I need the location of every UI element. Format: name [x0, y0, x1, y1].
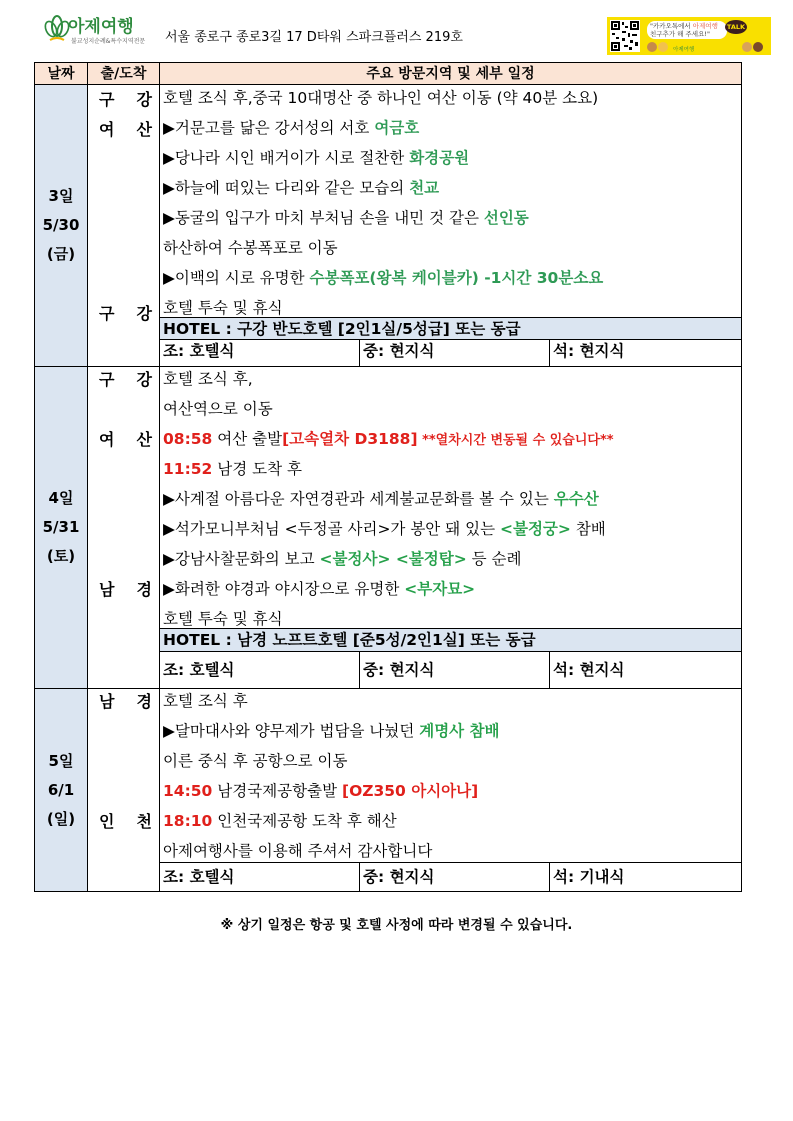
city-label: 여 산 — [99, 120, 152, 139]
kakao-brand: 아제여행 — [673, 47, 695, 53]
header-departure: 출/도착 — [87, 62, 160, 85]
day-date-cell — [34, 366, 88, 689]
itinerary-line: 18:10 인천국제공항 도착 후 해산 — [163, 812, 397, 830]
day-number: 4일 — [48, 489, 74, 507]
itinerary-line: 여산역으로 이동 — [163, 400, 273, 418]
itinerary-line: 하산하여 수봉폭포로 이동 — [163, 239, 338, 257]
kakao-talk-icon: TALK — [725, 20, 747, 34]
itinerary-line: 이른 중식 후 공항으로 이동 — [163, 752, 348, 770]
day-number: 3일 — [48, 187, 74, 205]
itinerary-line: ▶화려한 야경과 야시장으로 유명한 <부자묘> — [163, 580, 476, 598]
city-label: 구 강 — [99, 90, 152, 109]
kakao-text-1: "카카오톡에서 — [650, 22, 693, 30]
page-header — [0, 0, 793, 60]
kakao-banner[interactable] — [607, 17, 771, 55]
itinerary-line: ▶사계절 아름다운 자연경관과 세계불교문화를 볼 수 있는 우수산 — [163, 490, 599, 508]
itinerary-line: ▶강남사찰문화의 보고 <불정사> <불정탑> 등 순례 — [163, 550, 522, 568]
meal-dinner: 석: 현지식 — [549, 339, 742, 367]
kakao-text-2: 친구추가 해 주세요!" — [650, 30, 710, 38]
city-label: 구 강 — [99, 370, 152, 389]
day-date-cell — [34, 688, 88, 892]
day-weekday: (일) — [46, 809, 76, 828]
city-cell — [87, 366, 160, 689]
qr-code-icon — [610, 20, 640, 52]
logo-subtitle: 불교성지순례&특수지역전문 — [71, 38, 146, 45]
itinerary-line: ▶거문고를 닮은 강서성의 서호 여금호 — [163, 119, 420, 137]
city-cell — [87, 688, 160, 892]
day-date: 5/30 — [42, 216, 80, 234]
disclaimer-note: ※ 상기 일정은 항공 및 호텔 사정에 따라 변경될 수 있습니다. — [220, 918, 573, 933]
itinerary-line: 아제여행사를 이용해 주셔서 감사합니다 — [163, 842, 433, 860]
itinerary-line: ▶달마대사와 양무제가 법담을 나눴던 계명사 참배 — [163, 722, 500, 740]
day-date-cell — [34, 84, 88, 367]
itinerary-cell — [159, 366, 742, 628]
meal-lunch: 중: 현지식 — [359, 339, 550, 367]
meal-breakfast: 조: 호텔식 — [159, 862, 360, 892]
city-label: 남 경 — [99, 580, 152, 599]
company-logo — [44, 12, 154, 50]
city-label: 남 경 — [99, 692, 152, 711]
meal-breakfast: 조: 호텔식 — [159, 339, 360, 367]
city-label: 인 천 — [99, 812, 152, 831]
itinerary-line: 호텔 투숙 및 휴식 — [163, 610, 283, 628]
city-label: 구 강 — [99, 304, 152, 323]
company-address: 서울 종로구 종로3길 17 D타워 스파크플러스 219호 — [165, 30, 463, 45]
itinerary-line: ▶동굴의 입구가 마치 부처님 손을 내민 것 같은 선인동 — [163, 209, 529, 227]
cartoon-characters-icon — [647, 39, 769, 53]
logo-title: 아제여행 — [68, 17, 134, 37]
hotel-info: HOTEL : 남경 노프트호텔 [준5성/2인1실] 또는 동급 — [159, 628, 742, 652]
meal-dinner: 석: 현지식 — [549, 651, 742, 689]
itinerary-cell — [159, 84, 742, 318]
kakao-text-highlight: 아제여행 — [692, 22, 718, 30]
itinerary-line: 14:50 남경국제공항출발 [OZ350 아시아나] — [163, 782, 479, 800]
itinerary-line: 호텔 투숙 및 휴식 — [163, 299, 283, 317]
itinerary-line: ▶하늘에 떠있는 다리와 같은 모습의 천교 — [163, 179, 440, 197]
day-weekday: (금) — [46, 245, 76, 263]
kakao-message — [647, 21, 727, 39]
day-date: 5/31 — [42, 518, 80, 536]
header-date: 날짜 — [34, 62, 88, 85]
itinerary-line: 호텔 조식 후 — [163, 692, 248, 710]
day-number: 5일 — [48, 751, 74, 770]
itinerary-line: 08:58 여산 출발[고속열차 D3188] **열차시간 변동될 수 있습니다** — [163, 430, 614, 448]
meal-breakfast: 조: 호텔식 — [159, 651, 360, 689]
itinerary-line: ▶이백의 시로 유명한 수봉폭포(왕복 케이블카) -1시간 30분소요 — [163, 269, 604, 287]
meal-dinner: 석: 기내식 — [549, 862, 742, 892]
header-itinerary: 주요 방문지역 및 세부 일정 — [159, 62, 742, 85]
itinerary-line: 11:52 남경 도착 후 — [163, 460, 302, 478]
day-date: 6/1 — [47, 780, 75, 799]
city-cell — [87, 84, 160, 367]
meal-lunch: 중: 현지식 — [359, 651, 550, 689]
itinerary-line: ▶당나라 시인 배거이가 시로 절찬한 화경공원 — [163, 149, 470, 167]
lotus-logo-icon — [44, 14, 70, 44]
itinerary-line: 호텔 조식 후,중국 10대명산 중 하나인 여산 이동 (약 40분 소요) — [163, 89, 599, 107]
meal-lunch: 중: 현지식 — [359, 862, 550, 892]
city-label: 여 산 — [99, 430, 152, 449]
day-weekday: (토) — [46, 547, 76, 565]
itinerary-cell — [159, 688, 742, 864]
itinerary-line: ▶석가모니부처님 <두정골 사리>가 봉안 돼 있는 <불정궁> 참배 — [163, 520, 606, 538]
hotel-info: HOTEL : 구강 반도호텔 [2인1실/5성급] 또는 동급 — [159, 317, 742, 340]
itinerary-line: 호텔 조식 후, — [163, 370, 253, 388]
